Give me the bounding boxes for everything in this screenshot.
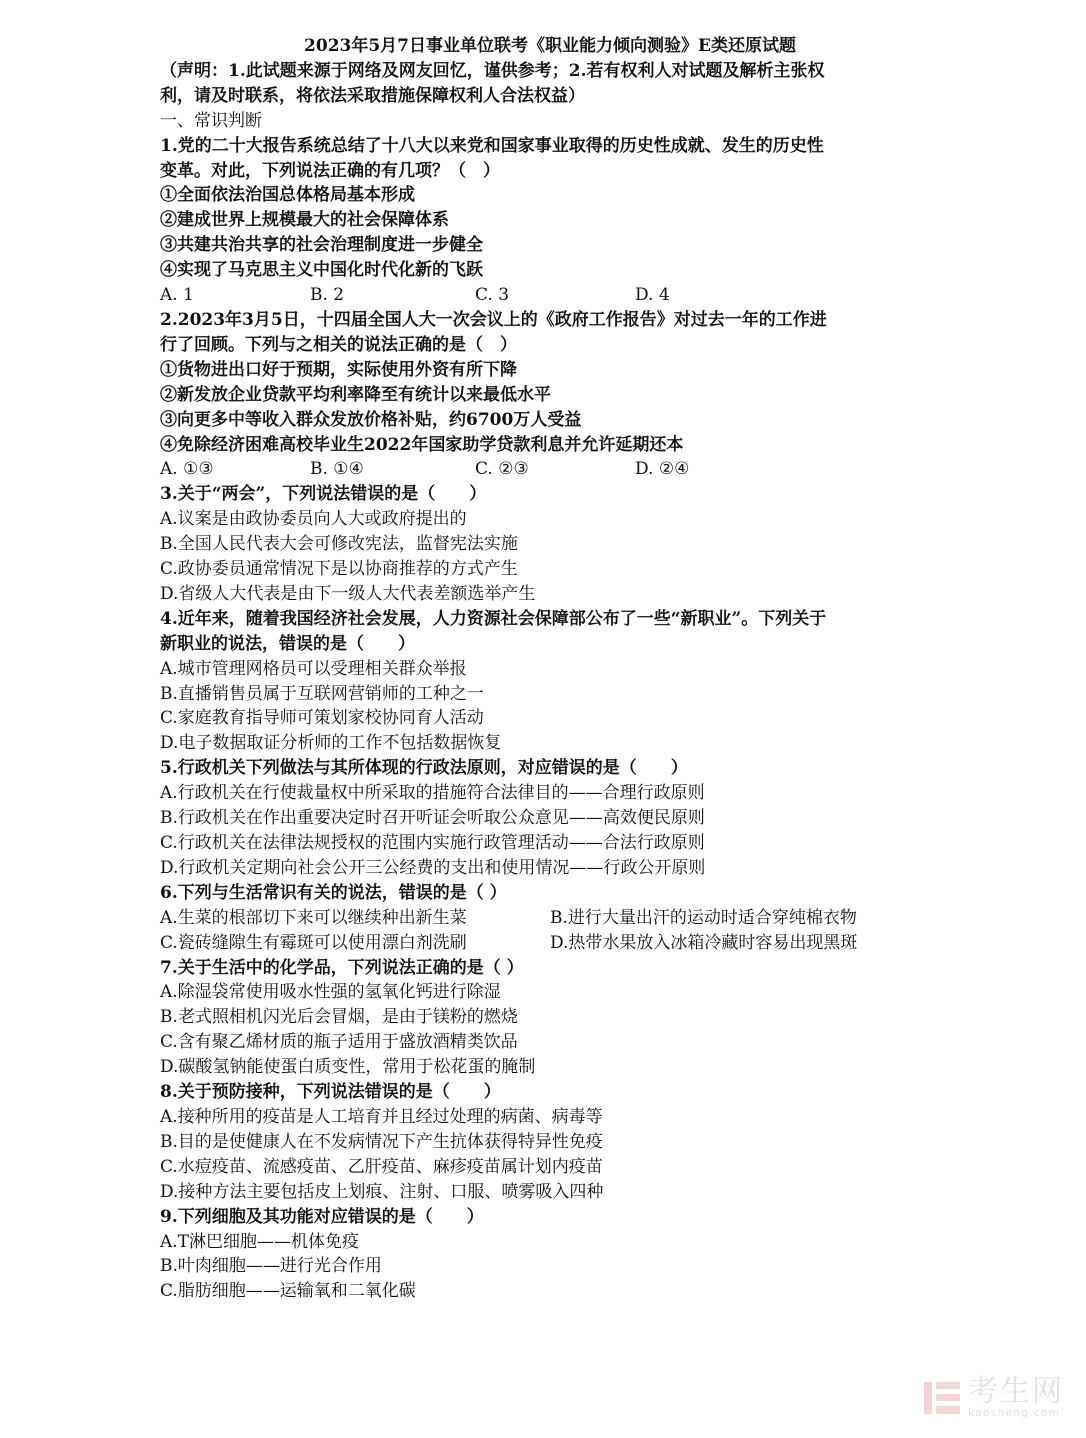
section-heading: 一、常识判断 (160, 110, 262, 131)
option-a: A.接种所用的疫苗是人工培育并且经过处理的病菌、病毒等 (160, 1106, 603, 1127)
option-d: D.省级人大代表是由下一级人大代表差额选举产生 (160, 583, 536, 604)
site-logo-icon (922, 1378, 962, 1418)
option-row (160, 906, 940, 931)
option-d: D.电子数据取证分析师的工作不包括数据恢复 (160, 733, 502, 754)
question-stem: 8.关于预防接种，下列说法错误的是（ ） (160, 1082, 501, 1103)
question-8 (160, 1080, 940, 1205)
question-5 (160, 756, 940, 881)
option-b: B.全国人民代表大会可修改宪法，监督宪法实施 (160, 534, 518, 555)
question-stem: 新职业的说法，错误的是（ ） (160, 633, 415, 654)
question-7 (160, 956, 940, 1081)
option-b: B.直播销售员属于互联网营销师的工种之一 (160, 683, 484, 704)
option-d: D.接种方法主要包括皮上划痕、注射、口服、喷雾吸入四种 (160, 1181, 604, 1202)
option-c: C. ②③ (475, 459, 529, 480)
question-9 (160, 1205, 940, 1305)
option-d: D.热带水果放入冰箱冷藏时容易出现黑斑 (550, 932, 858, 953)
option-c: C.含有聚乙烯材质的瓶子适用于盛放酒精类饮品 (160, 1032, 518, 1053)
question-3 (160, 482, 940, 607)
option-a: A. 1 (160, 285, 194, 306)
option-b: B.进行大量出汗的运动时适合穿纯棉衣物 (550, 907, 857, 928)
option-b: B.叶肉细胞——进行光合作用 (160, 1256, 382, 1277)
option-c: C.瓷砖缝隙生有霉斑可以使用漂白剂洗刷 (160, 932, 467, 953)
option-d: D. ②④ (635, 459, 690, 480)
option-a: A.T淋巴细胞——机体免疫 (160, 1231, 360, 1252)
option-row (160, 457, 940, 482)
notice-line-1: （声明：1.此试题来源于网络及网友回忆，谨供参考；2.若有权利人对试题及解析主张权 (160, 60, 825, 81)
statement-item: ②新发放企业贷款平均利率降至有统计以来最低水平 (160, 384, 551, 405)
option-a: A.议案是由政协委员向人大或政府提出的 (160, 509, 467, 530)
option-a: A.生菜的根部切下来可以继续种出新生菜 (160, 907, 467, 928)
option-d: D.碳酸氢钠能使蛋白质变性，常用于松花蛋的腌制 (160, 1057, 536, 1078)
option-b: B. ①④ (310, 459, 364, 480)
question-2 (160, 308, 940, 482)
statement-item: ②建成世界上规模最大的社会保障体系 (160, 210, 449, 231)
question-stem: 2.2023年3月5日，十四届全国人大一次会议上的《政府工作报告》对过去一年的工作进 (160, 309, 827, 330)
document-title: 2023年5月7日事业单位联考《职业能力倾向测验》E类还原试题 (304, 36, 796, 56)
watermark (922, 1374, 1064, 1419)
question-stem: 6.下列与生活常识有关的说法，错误的是（ ） (160, 882, 507, 903)
question-stem: 7.关于生活中的化学品，下列说法正确的是（ ） (160, 957, 524, 978)
option-a: A.除湿袋常使用吸水性强的氢氧化钙进行除湿 (160, 982, 501, 1003)
question-1 (160, 134, 940, 308)
option-a: A. ①③ (160, 459, 214, 480)
option-row (160, 283, 940, 308)
question-stem: 行了回顾。下列与之相关的说法正确的是（ ） (160, 334, 517, 355)
option-a: A.城市管理网格员可以受理相关群众举报 (160, 658, 467, 679)
option-d: D. 4 (635, 285, 670, 306)
watermark-url: kaosheng.com (968, 1406, 1061, 1419)
option-row (160, 931, 940, 956)
statement-item: ③向更多中等收入群众发放价格补贴，约6700万人受益 (160, 409, 582, 430)
option-c: C. 3 (475, 285, 510, 306)
statement-item: ①货物进出口好于预期，实际使用外资有所下降 (160, 359, 517, 380)
option-c: C.政协委员通常情况下是以协商推荐的方式产生 (160, 559, 518, 580)
option-c: C.脂肪细胞——运输氧和二氧化碳 (160, 1281, 416, 1302)
option-b: B.行政机关在作出重要决定时召开听证会听取公众意见——高效便民原则 (160, 808, 705, 829)
question-stem: 3.关于“两会”，下列说法错误的是（ ） (160, 484, 487, 505)
statement-item: ①全面依法治国总体格局基本形成 (160, 185, 415, 206)
question-6 (160, 881, 940, 956)
notice-line-2: 利，请及时联系，将依法采取措施保障权利人合法权益） (160, 85, 585, 106)
option-a: A.行政机关在行使裁量权中所采取的措施符合法律目的——合理行政原则 (160, 783, 705, 804)
option-b: B.老式照相机闪光后会冒烟，是由于镁粉的燃烧 (160, 1007, 518, 1028)
question-stem: 4.近年来，随着我国经济社会发展，人力资源社会保障部公布了一些“新职业”。下列关于 (160, 608, 827, 629)
option-c: C.家庭教育指导师可策划家校协同育人活动 (160, 708, 484, 729)
question-stem: 9.下列细胞及其功能对应错误的是（ ） (160, 1206, 484, 1227)
option-c: C.水痘疫苗、流感疫苗、乙肝疫苗、麻疹疫苗属计划内疫苗 (160, 1156, 603, 1177)
option-b: B. 2 (310, 285, 345, 306)
question-stem: 5.行政机关下列做法与其所体现的行政法原则，对应错误的是（ ） (160, 758, 688, 779)
statement-item: ④免除经济困难高校毕业生2022年国家助学贷款利息并允许延期还本 (160, 434, 684, 455)
question-stem: 1.党的二十大报告系统总结了十八大以来党和国家事业取得的历史性成就、发生的历史性 (160, 135, 824, 156)
option-d: D.行政机关定期向社会公开三公经费的支出和使用情况——行政公开原则 (160, 857, 706, 878)
watermark-text: 考生网 (968, 1374, 1064, 1409)
exam-document (160, 34, 940, 1304)
question-stem: 变革。对此，下列说法正确的有几项？（ ） (160, 160, 500, 181)
question-4 (160, 607, 940, 756)
statement-item: ③共建共治共享的社会治理制度进一步健全 (160, 235, 483, 256)
option-c: C.行政机关在法律法规授权的范围内实施行政管理活动——合法行政原则 (160, 833, 705, 853)
option-b: B.目的是使健康人在不发病情况下产生抗体获得特异性免疫 (160, 1131, 603, 1152)
statement-item: ④实现了马克思主义中国化时代化新的飞跃 (160, 260, 483, 281)
